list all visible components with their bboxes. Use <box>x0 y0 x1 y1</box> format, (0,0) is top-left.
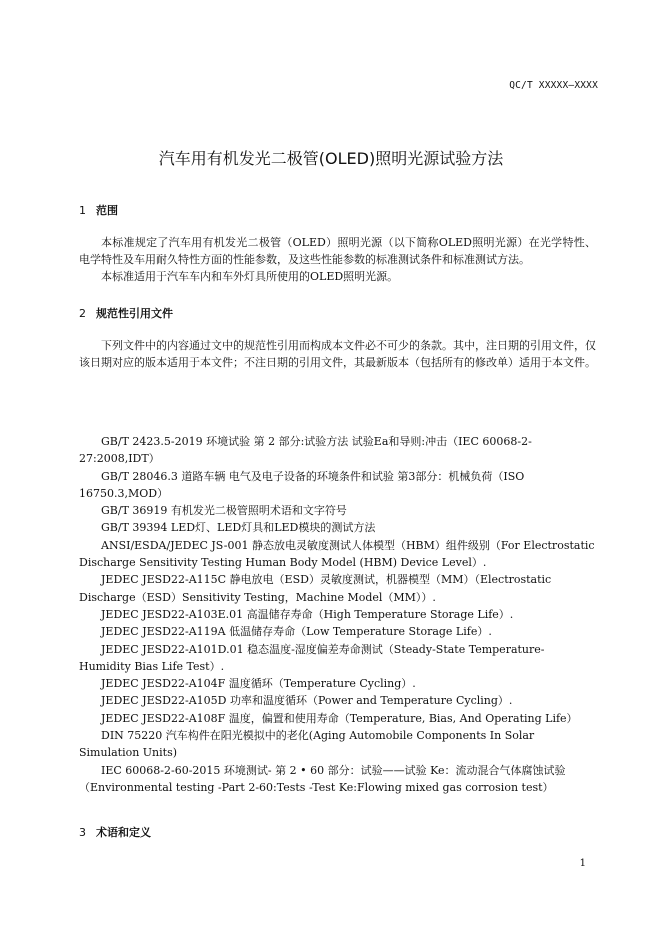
reference-item: ANSI/ESDA/JEDEC JS-001 静态放电灵敏度测试人体模型（HBM）组件级别（For Electrostatic Discharge Sensitivity Testing Human Body Model (HBM) Device Level）. <box>79 538 595 570</box>
reference-item: JEDEC JESD22-A105D 功率和温度循环（Power and Temperature Cycling）. <box>101 694 513 708</box>
paragraph: 本标准适用于汽车车内和车外灯具所使用的OLED照明光源。 <box>101 270 399 283</box>
paragraph: 本标准规定了汽车用有机发光二极管（OLED）照明光源（以下简称OLED照明光源）在光学特性、电学特性及车用耐久特性方面的性能参数，及这些性能参数的标准测试条件和标准测试方法。 <box>79 236 596 266</box>
reference-list <box>79 433 596 796</box>
section-title: 术语和定义 <box>96 826 151 839</box>
section-heading-scope <box>79 202 118 218</box>
section-title: 规范性引用文件 <box>96 307 173 320</box>
reference-item: GB/T 39394 LED灯、LED灯具和LED模块的测试方法 <box>101 521 376 535</box>
document-title: 汽车用有机发光二极管(OLED)照明光源试验方法 <box>158 149 504 168</box>
section-number: 3 <box>79 826 86 839</box>
section-number: 1 <box>79 204 86 217</box>
reference-item: IEC 60068-2-60-2015 环境测试- 第 2 • 60 部分：试验——试验 Ke：流动混合气体腐蚀试验（Environmental testing -Part 2-60:Tests -Test Ke:Flowing mixed gas corrosion test） <box>79 763 566 794</box>
document-code: QC/T XXXXX—XXXX <box>509 80 598 91</box>
reference-item: JEDEC JESD22-A101D.01 稳态温度-湿度偏差寿命测试（Steady-State Temperature-Humidity Bias Life Test）. <box>79 642 545 673</box>
reference-item: JEDEC JESD22-A108F 温度，偏置和使用寿命（Temperature, Bias, And Operating Life） <box>101 711 578 725</box>
page-number: 1 <box>579 858 586 869</box>
paragraph: 下列文件中的内容通过文中的规范性引用而构成本文件必不可少的条款。其中，注日期的引用文件，仅该日期对应的版本适用于本文件；不注日期的引用文件，其最新版本（包括所有的修改单）适用于本文件。 <box>79 339 596 369</box>
section-heading-terms <box>79 824 151 840</box>
section-references-intro <box>79 337 596 371</box>
reference-item: JEDEC JESD22-A115C 静电放电（ESD）灵敏度测试，机器模型（MM）（Electrostatic Discharge（ESD）Sensitivity Testing，Machine Model（MM））. <box>79 573 552 604</box>
reference-item: JEDEC JESD22-A104F 温度循环（Temperature Cycling）. <box>101 677 416 691</box>
reference-item: GB/T 36919 有机发光二极管照明术语和文字符号 <box>101 504 347 518</box>
reference-item: GB/T 2423.5-2019 环境试验 第 2 部分:试验方法 试验Ea和导则:冲击（IEC 60068-2-27:2008,IDT） <box>79 435 532 466</box>
reference-item: GB/T 28046.3 道路车辆 电气及电子设备的环境条件和试验 第3部分：机械负荷（ISO 16750.3,MOD） <box>79 469 525 500</box>
reference-item: JEDEC JESD22-A119A 低温储存寿命（Low Temperature Storage Life）. <box>101 625 492 639</box>
section-number: 2 <box>79 307 86 320</box>
section-scope-body <box>79 234 596 285</box>
section-heading-normative-references <box>79 305 173 321</box>
reference-item: JEDEC JESD22-A103E.01 高温储存寿命（High Temperature Storage Life）. <box>101 607 514 621</box>
section-title: 范围 <box>96 204 118 217</box>
reference-item: DIN 75220 汽车构件在阳光模拟中的老化(Aging Automobile Components In Solar Simulation Units) <box>79 729 535 760</box>
